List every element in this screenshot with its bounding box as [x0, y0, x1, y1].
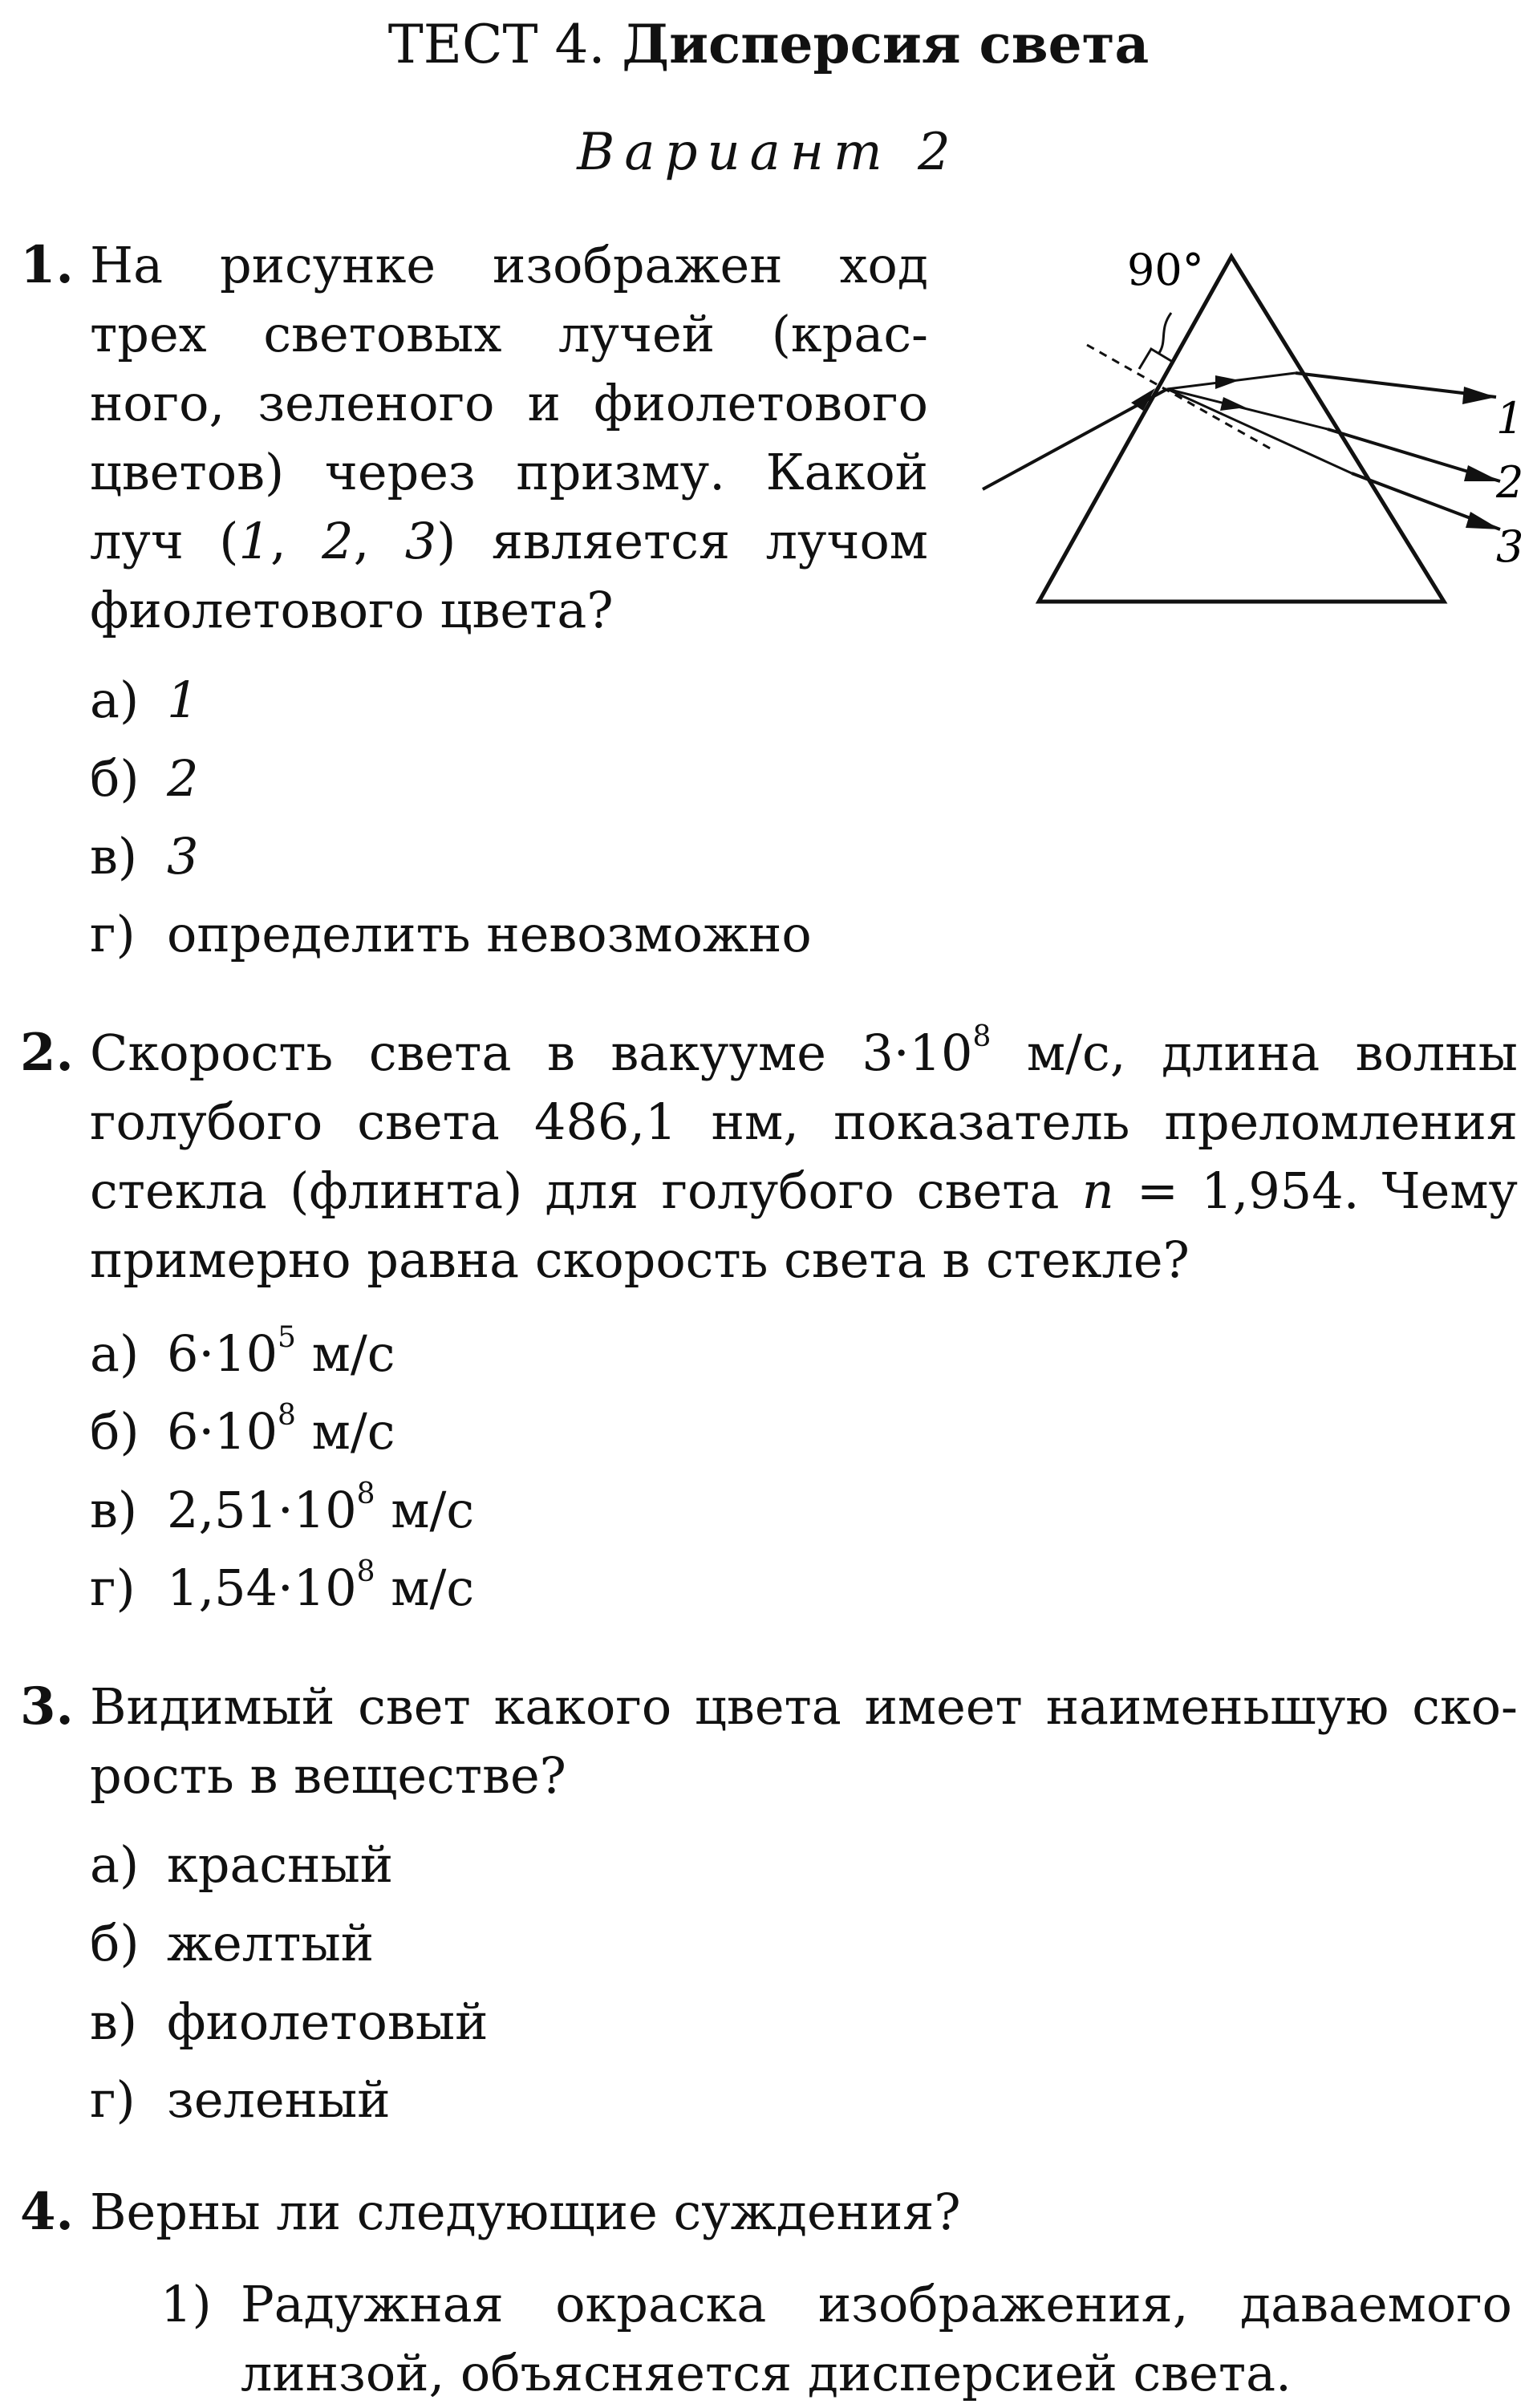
option-text: 3 — [167, 827, 199, 886]
test-topic: Дисперсия света — [622, 13, 1150, 75]
line-part: , — [270, 512, 322, 570]
question-4-text: Верны ли следующие суждения? — [90, 2183, 961, 2241]
ray-ref-2: 2 — [322, 512, 354, 570]
option-letter: г) — [90, 2070, 136, 2129]
line-part: ) является лучом — [436, 512, 928, 570]
question-1-number: 1. — [20, 235, 74, 295]
question-1-option-d — [90, 900, 812, 969]
option-letter: в) — [90, 1481, 138, 1539]
question-2-option-a — [90, 1320, 395, 1388]
statement-1-text — [241, 2270, 1512, 2408]
question-2-line — [90, 1019, 1518, 1088]
variant-label: Вариант 2 — [577, 123, 960, 182]
exponent: 5 — [278, 1321, 296, 1355]
option-text: 2 — [167, 749, 199, 808]
question-2-line: примерно равна скорость света в стекле? — [90, 1230, 1190, 1289]
option-letter: б) — [90, 1402, 140, 1461]
option-unit: м/с — [295, 1324, 395, 1383]
statement-line: Радужная окраска изображения, даваемого — [241, 2275, 1512, 2333]
question-3-text — [90, 1672, 1518, 1810]
option-base: 6·10 — [167, 1402, 278, 1461]
angle-pointer — [1159, 313, 1171, 353]
line-part: луч ( — [90, 512, 239, 570]
option-text: зеленый — [167, 2070, 391, 2129]
line-part: м/с, длина волны — [991, 1024, 1518, 1082]
option-unit: м/с — [375, 1481, 475, 1539]
ray-label-1: 1 — [1496, 393, 1524, 444]
option-unit: м/с — [375, 1559, 475, 1617]
outgoing-arrow-1 — [1462, 387, 1496, 404]
question-2-option-d — [90, 1554, 474, 1623]
question-3-option-a — [90, 1830, 393, 1899]
question-1-option-a — [90, 666, 198, 735]
question-1-text — [90, 231, 928, 645]
normal-line — [1087, 345, 1271, 449]
question-2-number: 2. — [20, 1023, 74, 1083]
question-1-option-b — [90, 744, 198, 813]
line-part: Скорость света в вакууме 3·10 — [90, 1024, 973, 1082]
statement-line: линзой, объясняется дисперсией света. — [241, 2344, 1292, 2402]
internal-ray-3 — [1167, 389, 1352, 473]
option-letter: в) — [90, 1992, 138, 2051]
option-base: 1,54·10 — [167, 1559, 357, 1617]
outgoing-arrow-2 — [1464, 465, 1500, 481]
option-letter: в) — [90, 827, 138, 886]
question-4-number: 4. — [20, 2182, 74, 2242]
right-angle-mark — [1139, 349, 1171, 369]
question-3-option-c — [90, 1988, 488, 2057]
option-letter: б) — [90, 749, 140, 808]
prism-figure — [975, 233, 1528, 618]
ray-label-3: 3 — [1496, 521, 1524, 572]
question-1-line: цветов) через призму. Какой — [90, 443, 928, 501]
question-3-line: рость в веществе? — [90, 1746, 566, 1805]
option-letter: а) — [90, 671, 140, 729]
question-2-option-c — [90, 1476, 474, 1545]
question-2-line: голубого света 486,1 нм, показатель преломления — [90, 1093, 1518, 1151]
question-3-number: 3. — [20, 1676, 74, 1737]
option-text: определить невозможно — [167, 905, 812, 963]
exponent: 8 — [278, 1399, 296, 1433]
option-text: желтый — [167, 1914, 375, 1972]
test-prefix: ТЕСТ 4. — [387, 14, 606, 75]
exponent: 8 — [356, 1555, 375, 1589]
option-letter: г) — [90, 1559, 136, 1617]
question-3-option-b — [90, 1909, 374, 1978]
option-text: красный — [167, 1835, 394, 1894]
line-part: , — [353, 512, 405, 570]
question-1-line: На рисунке изображен ход — [90, 236, 928, 294]
angle-label: 90° — [1127, 245, 1204, 295]
prism-diagram — [975, 233, 1528, 618]
option-text: фиолетовый — [167, 1992, 489, 2051]
exponent: 8 — [356, 1478, 375, 1511]
option-letter: а) — [90, 1835, 140, 1894]
internal-ray-2 — [1167, 389, 1328, 429]
question-3-line: Видимый свет какого цвета имеет наименьшую ско- — [90, 1677, 1518, 1736]
outgoing-arrow-3 — [1466, 512, 1500, 529]
option-base: 2,51·10 — [167, 1481, 357, 1539]
question-1-line: фиолетового цвета? — [90, 581, 614, 639]
question-1-line: трех световых лучей (крас- — [90, 305, 928, 363]
question-2-text — [90, 1019, 1518, 1295]
ray-label-2: 2 — [1496, 457, 1524, 508]
question-1-option-c — [90, 822, 198, 891]
variable-n: n — [1081, 1161, 1114, 1220]
question-2-line — [90, 1157, 1518, 1226]
option-letter: г) — [90, 905, 136, 963]
prism-triangle — [1039, 257, 1444, 602]
option-text: 1 — [167, 671, 199, 729]
statement-1-number: 1) — [160, 2275, 212, 2333]
exponent: 8 — [972, 1020, 992, 1054]
internal-arrow-1 — [1215, 375, 1239, 389]
option-base: 6·10 — [167, 1324, 278, 1383]
line-part: стекла (флинта) для голубого света — [90, 1161, 1082, 1220]
line-part: = 1,954. Чему — [1113, 1161, 1518, 1220]
option-unit: м/с — [295, 1402, 395, 1461]
question-1-line — [90, 507, 928, 576]
question-1-line: ного, зеленого и фиолетового — [90, 374, 928, 432]
question-2-option-b — [90, 1397, 395, 1466]
test-title — [0, 8, 1537, 81]
question-3-option-d — [90, 2065, 391, 2134]
option-letter: а) — [90, 1324, 140, 1383]
option-letter: б) — [90, 1914, 140, 1972]
ray-ref-3: 3 — [404, 512, 437, 570]
ray-ref-1: 1 — [238, 512, 270, 570]
